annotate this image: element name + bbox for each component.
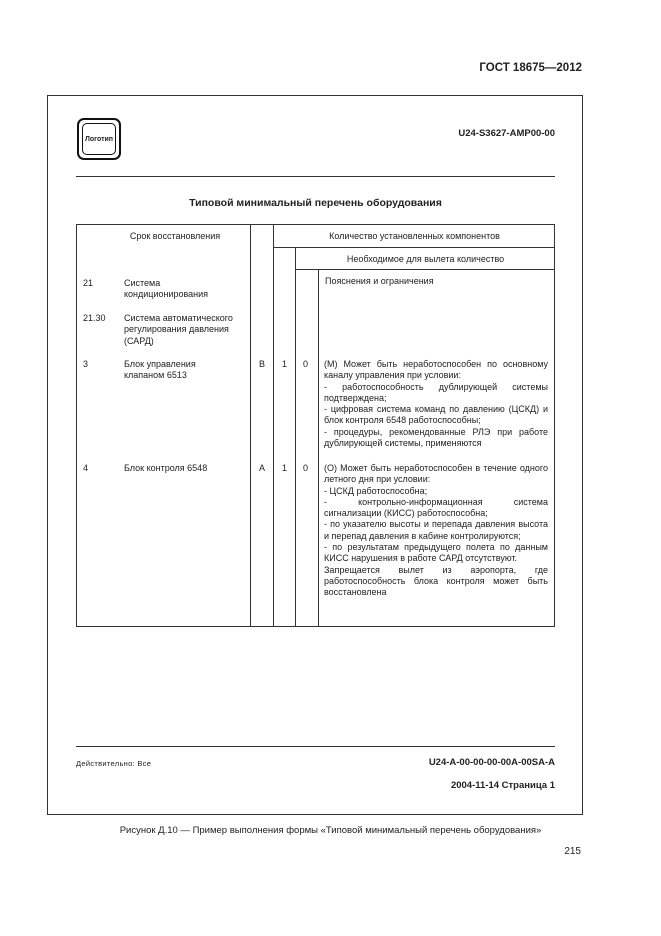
header-line-1 (273, 247, 554, 248)
row-4-remark-line: - по результатам предыдущего полета по данным КИСС нарушения в работе САРД отсутствуют. (324, 542, 548, 564)
row-3-number: 3 (83, 359, 89, 369)
footer-date-page: 2004-11-14 Страница 1 (450, 780, 555, 791)
row-1-name: Система кондиционирования (124, 278, 209, 300)
data-module-code: U24-S3627-AMP00-00 (458, 128, 555, 139)
row-3-remarks (324, 359, 548, 449)
row-3-installed: 1 (282, 359, 288, 369)
row-4-remark-line: - по указателю высоты и перепада давления высота и перепад давления в кабине контролируются; (324, 519, 548, 541)
row-3-remark-line: - цифровая система команд по давлению (ЦСКД) и блок контроля 6548 работоспособны; (324, 404, 548, 426)
page-number: 215 (564, 846, 581, 857)
logo-inner-box (82, 123, 116, 155)
row-3-remark-line: - процедуры, рекомендованные РЛЭ при работе дублирующей системы, применяются (324, 426, 548, 449)
row-4-category: A (259, 463, 266, 473)
header-recovery-time: Срок восстановления (129, 231, 221, 241)
document-code: ГОСТ 18675—2012 (479, 62, 582, 74)
row-4-required: 0 (303, 463, 309, 473)
row-2-name: Система автоматического регулирования давления (САРД) (124, 313, 233, 346)
row-4-number: 4 (83, 463, 89, 473)
row-4-remark-line: - ЦСКД работоспособна; (324, 485, 428, 496)
header-remarks: Пояснения и ограничения (325, 276, 434, 286)
row-3-name: Блок управления клапаном 6513 (124, 359, 196, 381)
row-4-remarks (324, 463, 548, 599)
row-4-remark-line: - контрольно-информационная система сигнализации (КИСС) работоспособна; (324, 496, 548, 519)
row-3-required: 0 (303, 359, 309, 369)
mel-title: Типовой минимальный перечень оборудования (189, 197, 442, 209)
header-installed-count: Количество установленных компонентов (329, 231, 500, 241)
header-line-2 (295, 269, 554, 270)
col-divider-remarks-left (318, 269, 319, 626)
figure-caption: Рисунок Д.10 — Пример выполнения формы «Типовой минимальный перечень оборудования» (119, 825, 542, 836)
footer-divider (76, 746, 555, 747)
header-divider (76, 176, 555, 177)
row-4-installed: 1 (282, 463, 288, 473)
col-divider-required-left (295, 247, 296, 626)
logo (77, 118, 121, 160)
row-4-remark-line: Запрещается вылет из аэропорта, где работоспособность блока контроля может быть восстановлена (324, 564, 548, 598)
row-4-name: Блок контроля 6548 (124, 463, 208, 473)
effectivity-label: Действительно: Все (76, 759, 152, 768)
row-4-remark-line: (О) Может быть неработоспособен в течение одного летного дня при условии: (324, 463, 548, 485)
row-2-number: 21.30 (83, 313, 106, 323)
logo-text: Логотип (84, 135, 114, 143)
col-divider-cat-left (250, 225, 251, 626)
row-3-category: B (259, 359, 266, 369)
row-1-number: 21 (83, 278, 94, 288)
row-3-remark-line: - работоспособность дублирующей системы подтверждена; (324, 381, 548, 403)
footer-dm-code: U24-A-00-00-00-00A-00SA-A (428, 757, 555, 768)
row-3-remark-line: (М) Может быть неработоспособен по основному каналу управления при условии: (324, 359, 548, 381)
header-required-count: Необходимое для вылета количество (346, 254, 505, 264)
col-divider-cat-right (273, 225, 274, 626)
